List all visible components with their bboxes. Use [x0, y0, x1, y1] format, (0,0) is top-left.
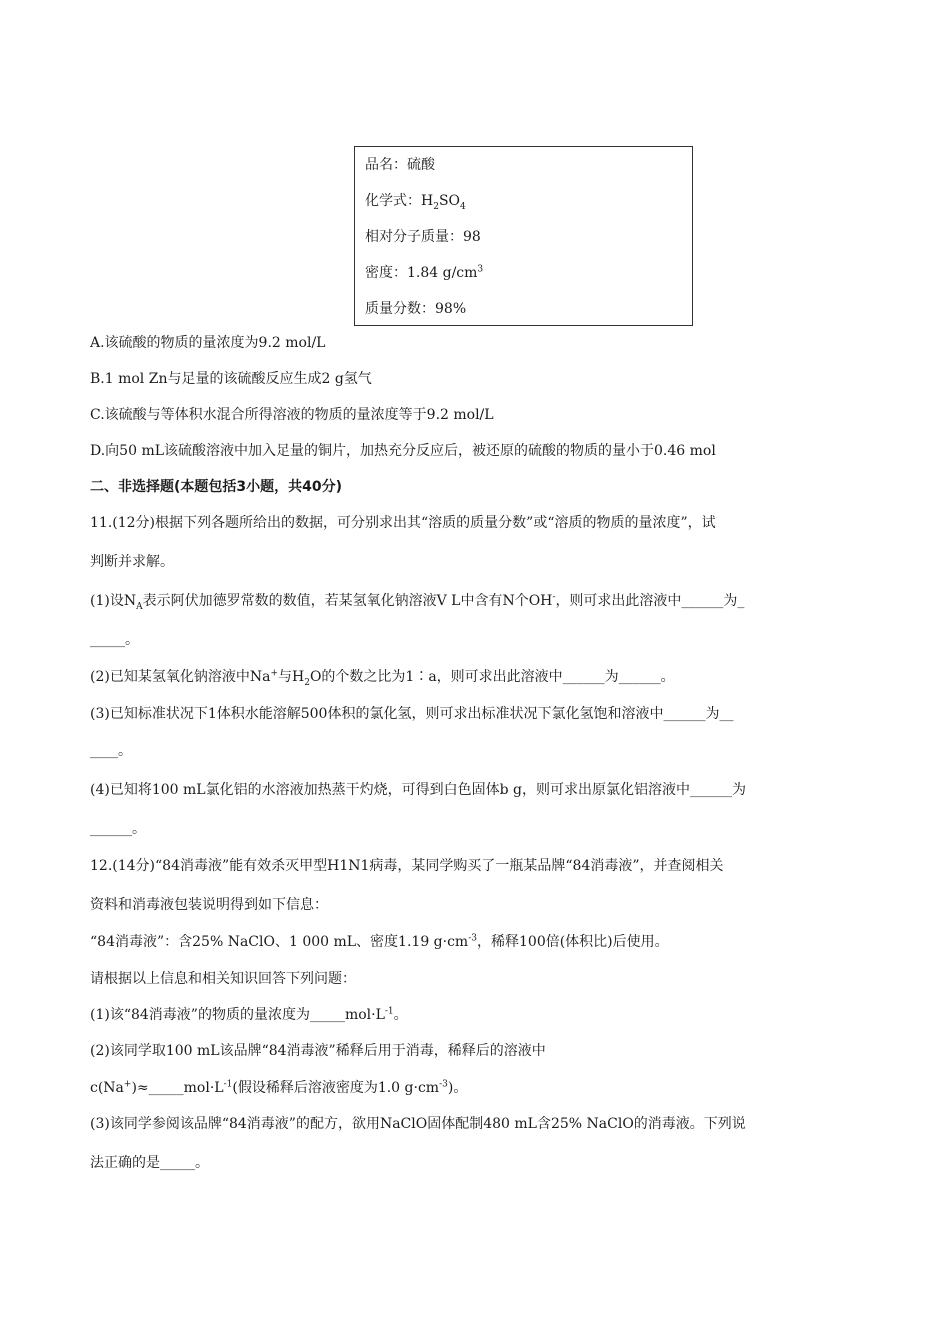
q12-info-a: “84消毒液”：含25% NaClO、1 000 mL、密度1.19 g·cm: [90, 934, 469, 950]
option-b: B.1 mol Zn与足量的该硫酸反应生成2 g氢气: [90, 371, 372, 387]
q12-part3-line1: (3)该同学参阅该品牌“84消毒液”的配方，欲用NaClO固体配制480 mL含25% NaClO的消毒液。下列说: [90, 1116, 746, 1132]
q12-p1-sup: -1: [384, 1006, 394, 1017]
q12-p2-d: )。: [447, 1080, 468, 1096]
q12-part1: [90, 1005, 408, 1025]
q12-info: [90, 932, 669, 952]
product-label-box: [354, 146, 693, 326]
q11-p2-b: 与H: [277, 669, 305, 685]
option-d: D.向50 mL该硫酸溶液中加入足量的铜片，加热充分反应后，被还原的硫酸的物质的量小于0.46 mol: [90, 443, 716, 459]
q11-p1-sub: A: [136, 601, 143, 612]
q11-part2: [90, 667, 675, 687]
q12-part3-line2: 法正确的是_____。: [90, 1155, 209, 1171]
label-name-text: 品名：硫酸: [365, 157, 435, 173]
option-c: C.该硫酸与等体积水混合所得溶液的物质的量浓度等于9.2 mol/L: [90, 407, 494, 423]
label-formula-sub1: 2: [433, 201, 439, 212]
q12-part2-line2: [90, 1078, 467, 1098]
q11-p2-a: (2)已知某氢氧化钠溶液中Na: [90, 669, 271, 685]
q12-p2-sup3: -3: [439, 1079, 448, 1090]
label-density-text: 密度：1.84 g/cm: [365, 265, 478, 281]
label-mass: [365, 223, 692, 259]
q11-p1-a: (1)设N: [90, 593, 137, 609]
label-mass-text: 相对分子质量：98: [365, 229, 481, 245]
q12-part2-line1: (2)该同学取100 mL该品牌“84消毒液”稀释后用于消毒，稀释后的溶液中: [90, 1043, 546, 1059]
q12-p2-a: c(Na: [90, 1080, 124, 1096]
label-fraction-text: 质量分数：98%: [365, 301, 467, 317]
q12-info-sup: -3: [468, 933, 477, 944]
q11-part1-line2: _____。: [90, 632, 139, 648]
q11-part1-line1: [90, 591, 744, 611]
q11-part4-line2: ______。: [90, 821, 146, 837]
q12-p1-b: 。: [393, 1007, 408, 1023]
q12-intro-line1: 12.(14分)“84消毒液”能有效杀灭甲型H1N1病毒，某同学购买了一瓶某品牌“84消毒液”，并查阅相关: [90, 858, 724, 874]
q11-p2-c: O的个数之比为1∶a，则可求出此溶液中______为______。: [309, 669, 675, 685]
q12-ask: 请根据以上信息和相关知识回答下列问题：: [90, 971, 356, 987]
q11-part3-line2: ____。: [90, 743, 132, 759]
label-formula: [365, 187, 692, 223]
q12-intro-line2: 资料和消毒液包装说明得到如下信息：: [90, 897, 328, 913]
label-density-sup: 3: [477, 264, 484, 275]
q11-p2-sub: 2: [304, 677, 310, 688]
q11-p1-sup: -: [552, 592, 556, 603]
q11-p2-sup: +: [270, 668, 278, 679]
q12-p2-c: (假设稀释后溶液密度为1.0 g·cm: [232, 1080, 440, 1096]
label-density: [365, 259, 692, 295]
label-formula-prefix: 化学式：H: [365, 193, 434, 209]
q12-p1-a: (1)该“84消毒液”的物质的量浓度为_____mol·L: [90, 1007, 385, 1023]
q11-part3-line1: (3)已知标准状况下1体积水能溶解500体积的氯化氢，则可求出标准状况下氯化氢饱和溶液中______为__: [90, 706, 734, 722]
label-formula-mid: SO: [438, 193, 461, 209]
label-formula-sub2: 4: [460, 201, 466, 212]
q11-intro-line1: 11.(12分)根据下列各题所给出的数据，可分别求出其“溶质的质量分数”或“溶质的物质的量浓度”，试: [90, 515, 716, 531]
q11-intro-line2: 判断并求解。: [90, 554, 174, 570]
q11-part4-line1: (4)已知将100 mL氯化铝的水溶液加热蒸干灼烧，可得到白色固体b g，则可求出原氯化铝溶液中______为: [90, 782, 746, 798]
option-a: A.该硫酸的物质的量浓度为9.2 mol/L: [90, 335, 326, 351]
q11-p1-b: 表示阿伏加德罗常数的数值，若某氢氧化钠溶液V L中含有N个OH: [142, 593, 553, 609]
q12-p2-b: )≈_____mol·L: [131, 1080, 224, 1096]
label-name: [365, 151, 692, 187]
q12-info-b: ，稀释100倍(体积比)后使用。: [477, 934, 669, 950]
section-heading: 二、非选择题(本题包括3小题，共40分): [90, 479, 343, 495]
q11-p1-c: ，则可求出此溶液中______为_: [555, 593, 745, 609]
q12-p2-sup1: +: [123, 1079, 132, 1090]
label-fraction: [365, 295, 692, 331]
q12-p2-sup2: -1: [223, 1079, 233, 1090]
